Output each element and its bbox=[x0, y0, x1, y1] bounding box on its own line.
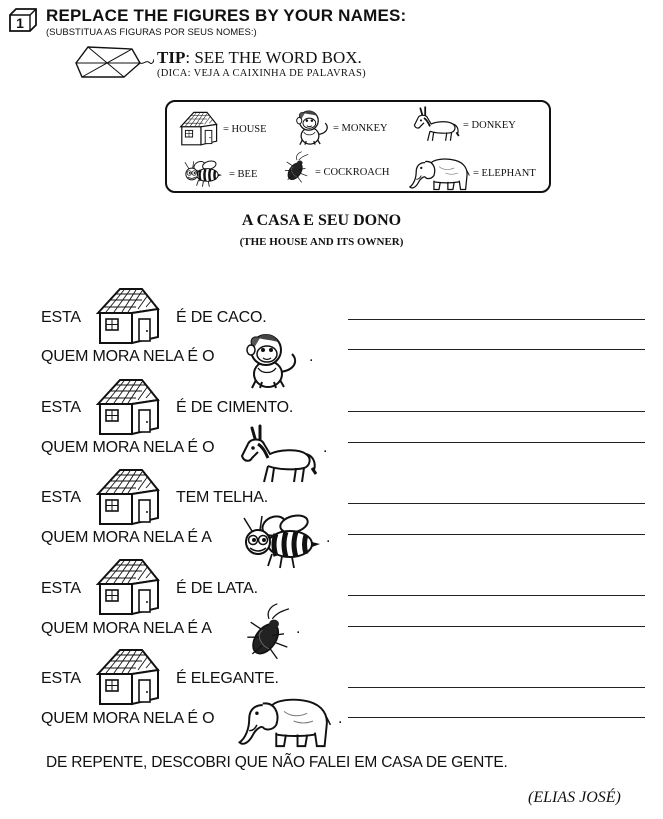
story-ending: DE REPENTE, DESCOBRI QUE NÃO FALEI EM CASA DE GENTE. bbox=[46, 754, 508, 771]
tip-translation: (DICA: VEJA A CAIXINHA DE PALAVRAS) bbox=[157, 68, 366, 79]
story-subtitle: (THE HOUSE AND ITS OWNER) bbox=[239, 236, 404, 248]
story-line-8-after: . bbox=[296, 620, 301, 637]
tip-line bbox=[157, 48, 362, 68]
story-author: (ELIAS JOSÉ) bbox=[528, 789, 621, 806]
story-line-2-before: QUEM MORA NELA É O bbox=[41, 348, 215, 365]
kite-icon bbox=[74, 45, 154, 81]
story-line-4-after: . bbox=[323, 439, 328, 456]
story-line-8-before: QUEM MORA NELA É A bbox=[41, 620, 212, 637]
story-line-7-before: ESTA bbox=[41, 580, 81, 597]
story-line-3-after: É DE CIMENTO. bbox=[176, 399, 294, 416]
answer-line[interactable] bbox=[348, 442, 645, 443]
elephant-icon bbox=[232, 692, 336, 750]
story-line-3-before: ESTA bbox=[41, 399, 81, 416]
word-box-label-cockroach: = COCKROACH bbox=[315, 167, 390, 178]
exercise-number: 1 bbox=[16, 15, 24, 31]
story-line-9-before: ESTA bbox=[41, 670, 81, 687]
exercise-subtitle: (SUBSTITUA AS FIGURAS POR SEUS NOMES:) bbox=[46, 27, 257, 38]
story-line-1-before: ESTA bbox=[41, 309, 81, 326]
story-line-6-after: . bbox=[326, 529, 331, 546]
house-icon bbox=[92, 285, 162, 345]
word-box-label-donkey: = DONKEY bbox=[463, 120, 516, 131]
story-line-4-before: QUEM MORA NELA É O bbox=[41, 439, 215, 456]
house-icon bbox=[92, 376, 162, 436]
answer-line[interactable] bbox=[348, 626, 645, 627]
house-icon bbox=[92, 646, 162, 706]
elephant-icon bbox=[407, 154, 471, 192]
story-title: A CASA E SEU DONO bbox=[241, 212, 402, 229]
donkey-icon bbox=[411, 106, 461, 142]
tip-text: : SEE THE WORD BOX. bbox=[185, 48, 362, 67]
word-box bbox=[165, 100, 551, 193]
story-line-1-after: É DE CACO. bbox=[176, 309, 267, 326]
tip-label: TIP bbox=[157, 48, 186, 67]
story-line-2-after: . bbox=[309, 348, 314, 365]
answer-line[interactable] bbox=[348, 503, 645, 504]
monkey-icon bbox=[291, 108, 329, 146]
story-line-10-before: QUEM MORA NELA É O bbox=[41, 710, 215, 727]
answer-line[interactable] bbox=[348, 717, 645, 718]
story-line-7-after: É DE LATA. bbox=[176, 580, 258, 597]
word-box-label-bee: = BEE bbox=[229, 169, 258, 180]
story-line-6-before: QUEM MORA NELA É A bbox=[41, 529, 212, 546]
answer-line[interactable] bbox=[348, 534, 645, 535]
house-icon bbox=[92, 556, 162, 616]
house-icon bbox=[177, 110, 219, 146]
donkey-icon bbox=[238, 424, 318, 484]
answer-line[interactable] bbox=[348, 411, 645, 412]
answer-line[interactable] bbox=[348, 687, 645, 688]
word-box-label-monkey: = MONKEY bbox=[333, 123, 388, 134]
answer-line[interactable] bbox=[348, 595, 645, 596]
story-line-10-after: . bbox=[338, 710, 343, 727]
house-icon bbox=[92, 466, 162, 526]
story-line-5-before: ESTA bbox=[41, 489, 81, 506]
answer-line[interactable] bbox=[348, 319, 645, 320]
word-box-label-elephant: = ELEPHANT bbox=[473, 168, 536, 179]
bee-icon bbox=[179, 158, 223, 188]
cockroach-icon bbox=[244, 600, 294, 666]
monkey-icon bbox=[238, 330, 298, 390]
answer-line[interactable] bbox=[348, 349, 645, 350]
bee-icon bbox=[232, 510, 322, 570]
exercise-title: REPLACE THE FIGURES BY YOUR NAMES: bbox=[46, 6, 407, 25]
cockroach-icon bbox=[283, 150, 311, 186]
story-line-9-after: É ELEGANTE. bbox=[176, 670, 279, 687]
story-line-5-after: TEM TELHA. bbox=[176, 489, 268, 506]
exercise-number-badge bbox=[9, 8, 37, 32]
word-box-label-house: = HOUSE bbox=[223, 124, 267, 135]
